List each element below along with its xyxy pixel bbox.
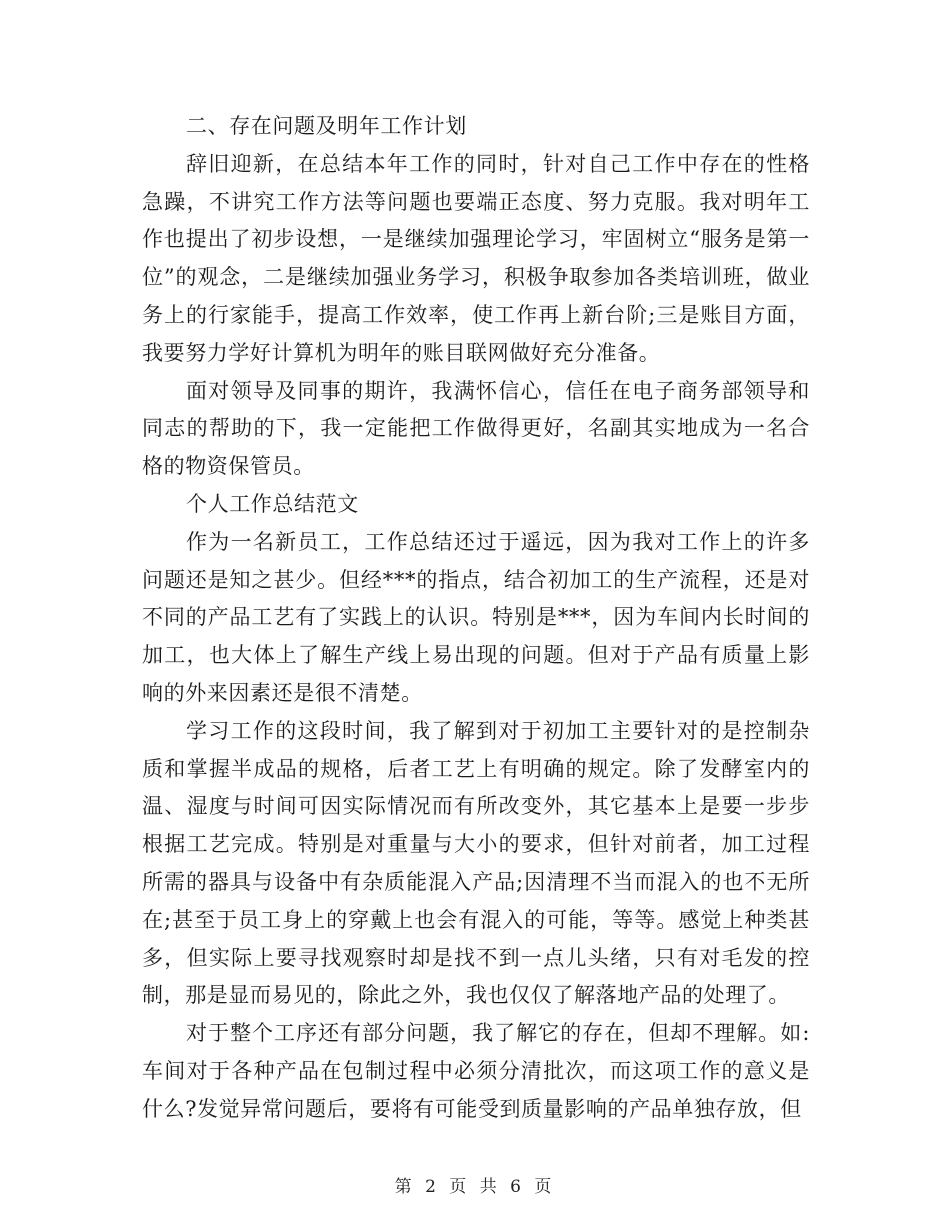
paragraph-learning: 学习工作的这段时间，我了解到对于初加工主要针对的是控制杂质和掌握半成品的规格，后者工艺上有明确的规定。除了发酵室内的温、湿度与时间可因实际情况而有所改变外，其它基本上是要一步步根据工艺完成。特别是对重量与大小的要求，但针对前者，加工过程所需的器具与设备中有杂质能混入产品;因清理不当而混入的也不无所在;甚至于员工身上的穿戴上也会有混入的可能，等等。感觉上种类甚多，但实际上要寻找观察时却是找不到一点儿头绪，只有对毛发的控制，那是显而易见的，除此之外，我也仅仅了解落地产品的处理了。: [142, 718, 810, 1008]
paragraph-new-employee: 作为一名新员工，工作总结还过于遥远，因为我对工作上的许多问题还是知之甚少。但经***的指点，结合初加工的生产流程，还是对不同的产品工艺有了实践上的认识。特别是***，因为车间内长时间的加工，也大体上了解生产线上易出现的问题。但对于产品有质量上影响的外来因素还是很不清楚。: [142, 529, 810, 705]
section-heading-summary: 个人工作总结范文: [186, 491, 359, 516]
document-body: [142, 108, 810, 1129]
page-number-footer: 第 2 页 共 6 页: [394, 1177, 556, 1197]
paragraph-plan: 辞旧迎新，在总结本年工作的同时，针对自己工作中存在的性格急躁，不讲究工作方法等问题也要端正态度、努力克服。我对明年工作也提出了初步设想，一是继续加强理论学习，牢固树立“服务是第一位”的观念，二是继续加强业务学习，积极争取参加各类培训班，做业务上的行家能手，提高工作效率，使工作再上新台阶;三是账目方面，我要努力学好计算机为明年的账目联网做好充分准备。: [142, 151, 810, 365]
paragraph-confidence: 面对领导及同事的期许，我满怀信心，信任在电子商务部领导和同志的帮助的下，我一定能把工作做得更好，名副其实地成为一名合格的物资保管员。: [142, 378, 810, 479]
section-heading-plan: 二、存在问题及明年工作计划: [186, 114, 467, 138]
paragraph-questions: 对于整个工序还有部分问题，我了解它的存在，但却不理解。如:车间对于各种产品在包制过程中必须分清批次，而这项工作的意义是什么?发觉异常问题后，要将有可能受到质量影响的产品单独存放，但: [142, 1021, 810, 1121]
